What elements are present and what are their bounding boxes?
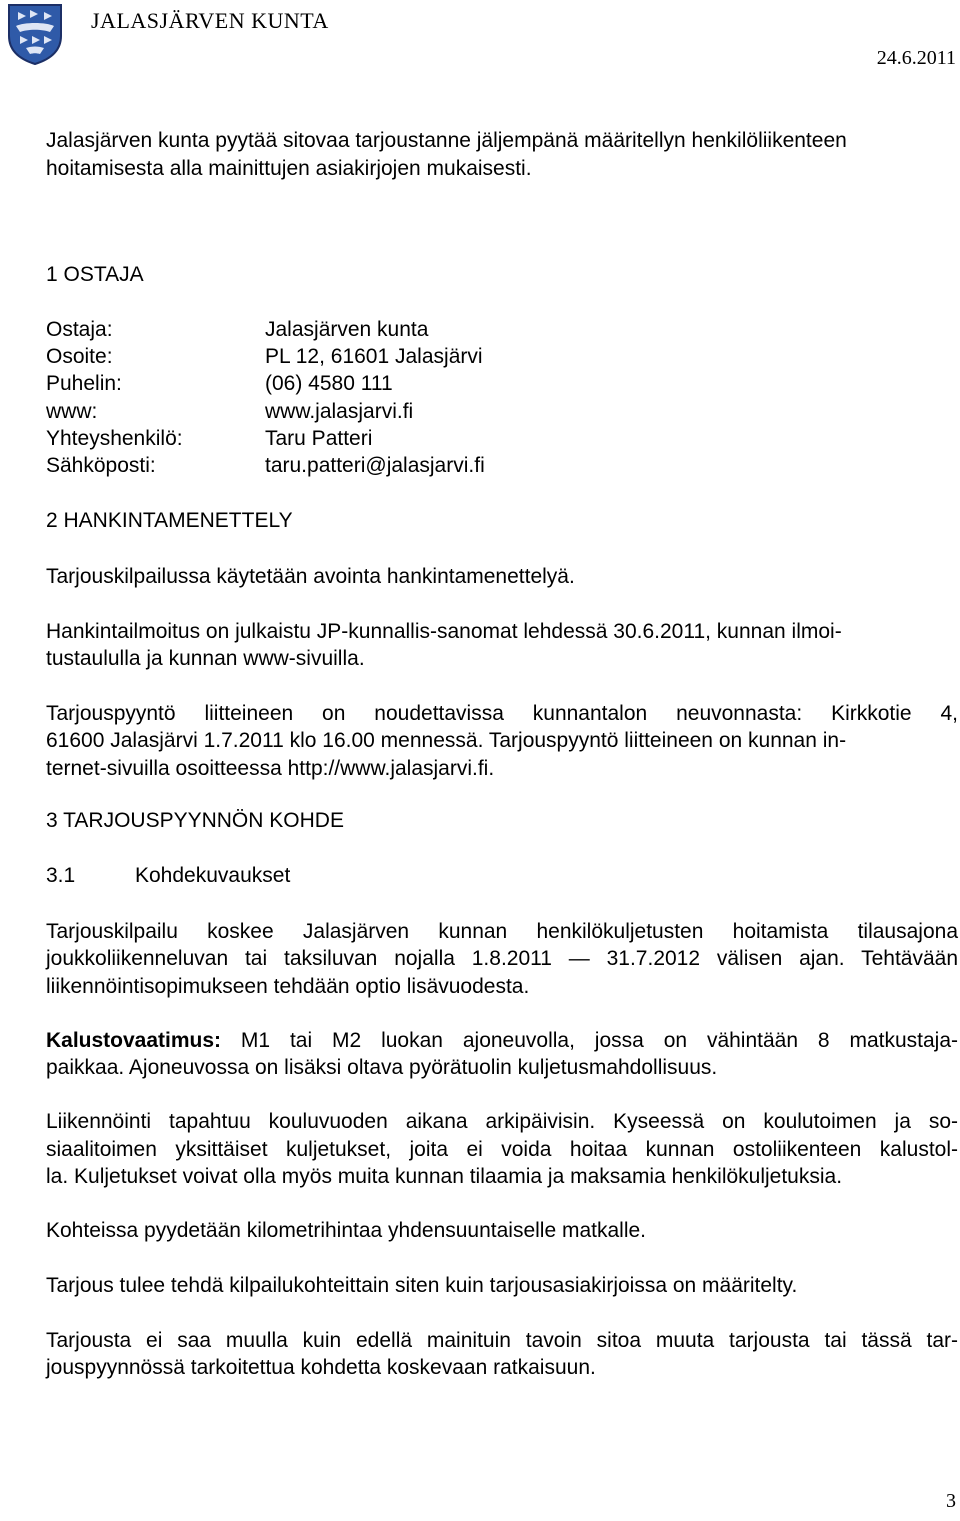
fleet-text-1: M1 tai M2 luokan ajoneuvolla, jossa on vähintään 8 matkustaja- <box>221 1029 958 1052</box>
crest-icon <box>6 2 64 66</box>
address-value: PL 12, 61601 Jalasjärvi <box>265 345 483 368</box>
address-label: Osoite: <box>46 345 113 368</box>
operation-line-3: la. Kuljetukset voivat olla myös muita kunnan tilaamia ja maksamia henkilökuljetuksia. <box>46 1165 843 1188</box>
availability-line-3: ternet-sivuilla osoitteessa http://www.jalasjarvi.fi. <box>46 757 495 780</box>
pricing-paragraph: Kohteissa pyydetään kilometrihintaa yhdensuuntaiselle matkalle. <box>46 1219 647 1242</box>
section-1-heading: 1 OSTAJA <box>46 263 144 286</box>
subsection-number: 3.1 <box>46 864 76 887</box>
procedure-paragraph: Tarjouskilpailussa käytetään avointa hankintamenettelyä. <box>46 565 575 588</box>
section-2-heading: 2 HANKINTAMENETTELY <box>46 509 293 532</box>
availability-line-2: 61600 Jalasjärvi 1.7.2011 klo 16.00 mennessä. Tarjouspyyntö liitteineen on kunnan in- <box>46 729 847 752</box>
scope-line-1 <box>46 918 958 946</box>
municipal-crest-logo <box>6 2 64 66</box>
contact-person-value: Taru Patteri <box>265 427 373 450</box>
contact-person-label: Yhteyshenkilö: <box>46 427 183 450</box>
operation-text-2: siaalitoimen yksittäiset kuljetukset, joita ei voida hoitaa kunnan ostoliikenteen kalustol- <box>46 1138 958 1161</box>
fleet-line-2: paikkaa. Ajoneuvossa on lisäksi oltava pyörätuolin kuljetusmahdollisuus. <box>46 1056 718 1079</box>
operation-line-1 <box>46 1108 958 1136</box>
operation-line-2 <box>46 1136 958 1164</box>
scope-text-2: joukkoliikenneluvan tai taksiluvan nojalla 1.8.2011 — 31.7.2012 välisen ajan. Tehtävään <box>46 947 958 970</box>
binding-line-2: jouspyynnössä tarkoitettua kohdetta koskevaan ratkaisuun. <box>46 1356 596 1379</box>
fleet-line-1 <box>46 1027 958 1055</box>
announcement-line-1: Hankintailmoitus on julkaistu JP-kunnallis-sanomat lehdessä 30.6.2011, kunnan ilmoi- <box>46 620 842 643</box>
subsection-title: Kohdekuvaukset <box>135 864 291 887</box>
availability-line-1 <box>46 700 958 728</box>
fleet-requirement-label: Kalustovaatimus: <box>46 1029 222 1052</box>
phone-label: Puhelin: <box>46 372 122 395</box>
section-3-heading: 3 TARJOUSPYYNNÖN KOHDE <box>46 809 344 832</box>
announcement-line-2: tustaululla ja kunnan www-sivuilla. <box>46 647 365 670</box>
email-label: Sähköposti: <box>46 454 156 477</box>
binding-text-1: Tarjousta ei saa muulla kuin edellä mainituin tavoin sitoa muuta tarjousta tai tässä tar- <box>46 1329 958 1352</box>
buyer-label: Ostaja: <box>46 318 113 341</box>
document-date: 24.6.2011 <box>876 47 956 69</box>
buyer-value: Jalasjärven kunta <box>265 318 429 341</box>
scope-line-2 <box>46 945 958 973</box>
email-link[interactable]: taru.patteri@jalasjarvi.fi <box>265 454 485 477</box>
availability-text-1: Tarjouspyyntö liitteineen on noudettavissa kunnantalon neuvonnasta: Kirkkotie 4, <box>46 702 958 725</box>
page-number: 3 <box>946 1490 956 1512</box>
phone-value: (06) 4580 111 <box>265 372 393 395</box>
intro-paragraph: Jalasjärven kunta pyytää sitovaa tarjoustanne jäljempänä määritellyn henkilöliikenteen hoitamisesta alla mainittujen asiakirjojen mukaisesti. <box>46 129 847 180</box>
scope-line-3: liikennöintisopimukseen tehdään optio lisävuodesta. <box>46 975 530 998</box>
website-link[interactable]: www.jalasjarvi.fi <box>265 400 414 423</box>
operation-text-1: Liikennöinti tapahtuu kouluvuoden aikana arkipäivisin. Kyseessä on koulutoimen ja so- <box>46 1110 958 1133</box>
per-route-paragraph: Tarjous tulee tehdä kilpailukohteittain siten kuin tarjousasiakirjoissa on määritelty. <box>46 1274 798 1297</box>
scope-text-1: Tarjouskilpailu koskee Jalasjärven kunnan henkilökuljetusten hoitamista tilausajona <box>46 920 958 943</box>
binding-line-1 <box>46 1327 958 1355</box>
organization-name: JALASJÄRVEN KUNTA <box>91 8 329 33</box>
website-label: www: <box>46 400 98 423</box>
